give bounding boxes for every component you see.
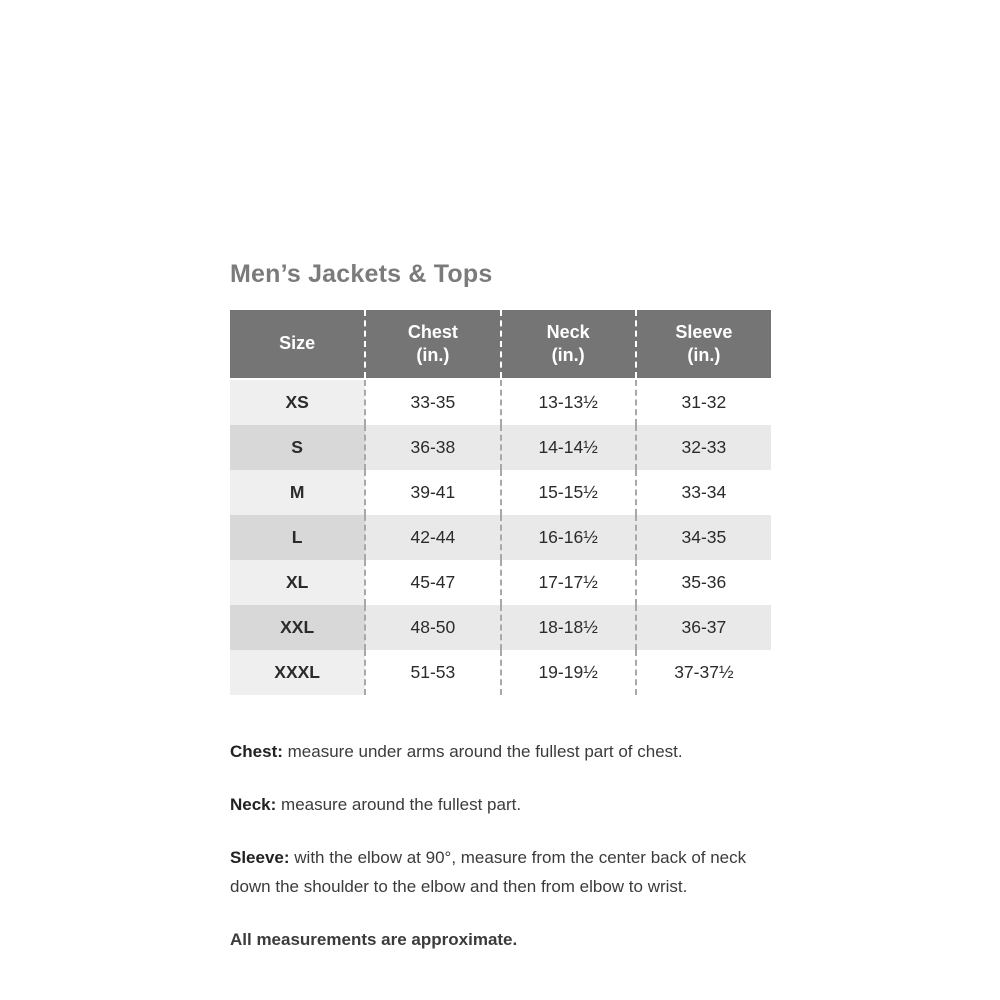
cell-neck: 19-19½	[501, 650, 636, 695]
table-row-xxl	[230, 605, 771, 650]
cell-sleeve: 35-36	[636, 560, 771, 605]
size-table-head	[230, 310, 771, 379]
cell-neck: 18-18½	[501, 605, 636, 650]
cell-size: XXXL	[230, 650, 365, 695]
cell-sleeve: 31-32	[636, 379, 771, 425]
note-sleeve	[230, 843, 771, 901]
approx-note: All measurements are approximate.	[230, 930, 518, 949]
size-table	[230, 310, 771, 695]
cell-chest: 39-41	[365, 470, 500, 515]
header-size-label: Size	[279, 333, 316, 354]
cell-size: XXL	[230, 605, 365, 650]
cell-chest: 45-47	[365, 560, 500, 605]
cell-size: L	[230, 515, 365, 560]
table-row-xxxl	[230, 650, 771, 695]
header-sleeve: Sleeve (in.)	[636, 310, 771, 379]
cell-size: S	[230, 425, 365, 470]
size-table-body	[230, 379, 771, 695]
cell-chest: 48-50	[365, 605, 500, 650]
note-chest-text: measure under arms around the fullest part of chest.	[282, 742, 683, 761]
header-sleeve-label: Sleeve	[675, 321, 733, 342]
cell-chest: 51-53	[365, 650, 500, 695]
size-chart-content	[230, 260, 771, 978]
cell-size: XS	[230, 379, 365, 425]
cell-sleeve: 34-35	[636, 515, 771, 560]
header-size	[230, 310, 365, 379]
cell-neck: 14-14½	[501, 425, 636, 470]
table-row-xs	[230, 379, 771, 425]
note-sleeve-text: with the elbow at 90°, measure from the center back of neck down the shoulder to the elbow and then from elbow to wrist.	[230, 848, 747, 896]
cell-neck: 13-13½	[501, 379, 636, 425]
cell-chest: 42-44	[365, 515, 500, 560]
note-chest-label: Chest:	[230, 742, 283, 761]
cell-neck: 16-16½	[501, 515, 636, 560]
cell-chest: 33-35	[365, 379, 500, 425]
page-title: Men’s Jackets & Tops	[230, 260, 493, 288]
cell-size: XL	[230, 560, 365, 605]
cell-neck: 17-17½	[501, 560, 636, 605]
header-neck: Neck (in.)	[501, 310, 636, 379]
note-neck-label: Neck:	[230, 795, 277, 814]
note-chest	[230, 737, 771, 766]
cell-size: M	[230, 470, 365, 515]
cell-neck: 15-15½	[501, 470, 636, 515]
table-row-l	[230, 515, 771, 560]
cell-chest: 36-38	[365, 425, 500, 470]
cell-sleeve: 36-37	[636, 605, 771, 650]
header-chest-label: Chest	[407, 321, 458, 342]
measurement-notes	[230, 737, 771, 954]
table-header-row	[230, 310, 771, 379]
table-row-s	[230, 425, 771, 470]
header-neck-label: Neck	[546, 321, 590, 342]
note-neck	[230, 790, 771, 819]
note-sleeve-label: Sleeve:	[230, 848, 290, 867]
cell-sleeve: 32-33	[636, 425, 771, 470]
cell-sleeve: 37-37½	[636, 650, 771, 695]
table-row-m	[230, 470, 771, 515]
header-chest: Chest (in.)	[365, 310, 500, 379]
note-neck-text: measure around the fullest part.	[276, 795, 522, 814]
table-row-xl	[230, 560, 771, 605]
cell-sleeve: 33-34	[636, 470, 771, 515]
